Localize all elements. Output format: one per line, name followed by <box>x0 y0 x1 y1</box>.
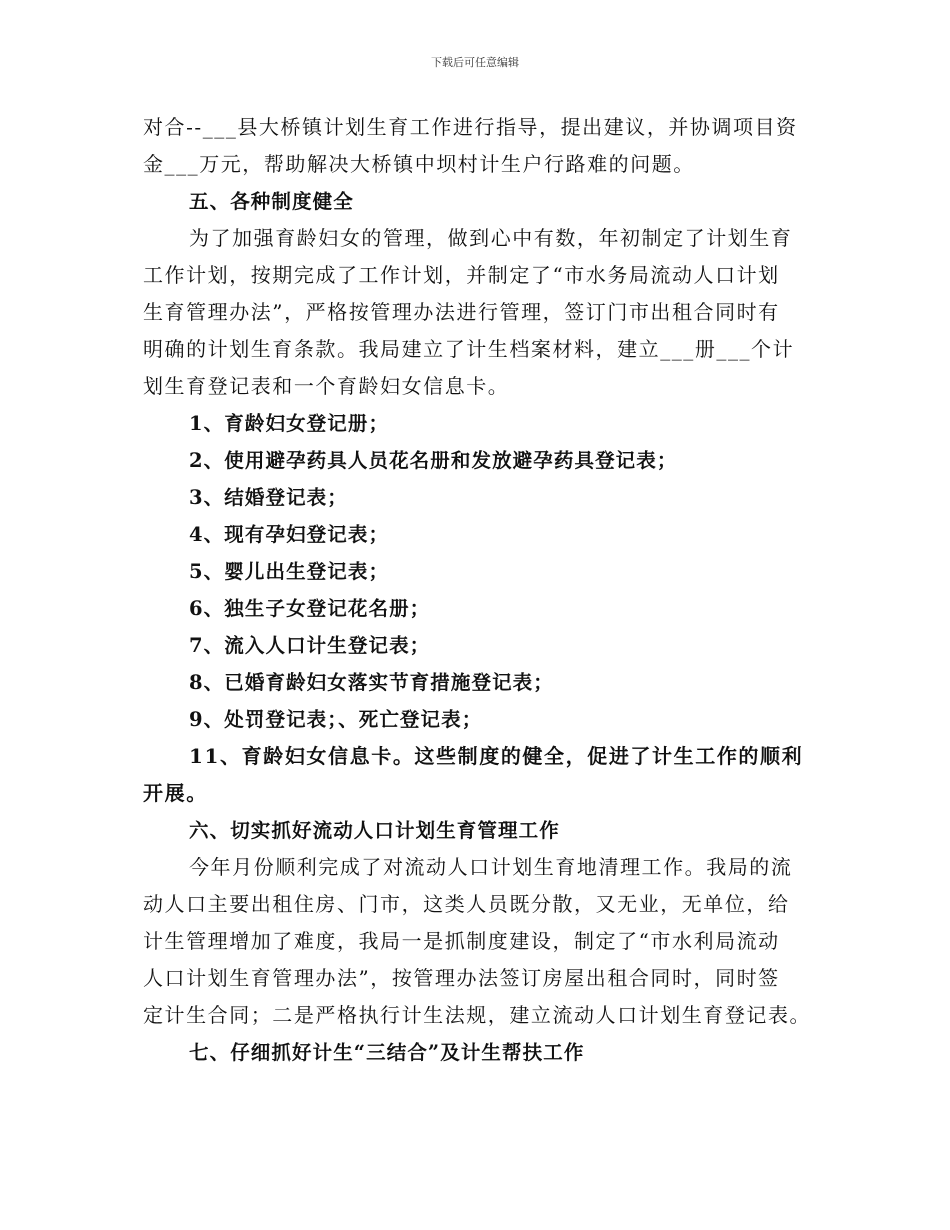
paragraph-line: 今年月份顺利完成了对流动人口计划生育地清理工作。我局的流 <box>189 855 793 879</box>
list-item: 1、育龄妇女登记册； <box>189 412 390 435</box>
document-body <box>143 109 813 1071</box>
paragraph-line: 人口计划生育管理办法”，按管理办法签订房屋出租合同时，同时签 <box>143 966 780 990</box>
list-item: 11、育龄妇女信息卡。这些制度的健全，促进了计生工作的顺利 <box>189 744 804 768</box>
paragraph-line: 对合--___县大桥镇计划生育工作进行指导，提出建议，并协调项目资 <box>143 115 798 139</box>
list-item: 3、结婚登记表； <box>189 486 348 509</box>
paragraph-line: 开展。 <box>143 781 208 805</box>
paragraph-line: 动人口主要出租住房、门市，这类人员既分散，又无业，无单位，给 <box>143 892 790 916</box>
list-item: 9、处罚登记表；、死亡登记表； <box>189 708 483 731</box>
paragraph-line: 生育管理办法”，严格按管理办法进行管理，签订门市出租合同时有 <box>143 300 780 324</box>
paragraph-line: 划生育登记表和一个育龄妇女信息卡。 <box>143 374 510 398</box>
list-item: 7、流入人口计生登记表； <box>189 634 431 657</box>
page-header: 下载后可任意编辑 <box>431 56 519 69</box>
section-heading: 七、仔细抓好计生“三结合”及计生帮扶工作 <box>189 1041 585 1064</box>
paragraph-line: 为了加强育龄妇女的管理，做到心中有数，年初制定了计划生育 <box>189 226 793 250</box>
paragraph-line: 工作计划，按期完成了工作计划，并制定了“市水务局流动人口计划 <box>143 263 780 287</box>
list-item: 5、婴儿出生登记表； <box>189 560 390 583</box>
list-item: 2、使用避孕药具人员花名册和发放避孕药具登记表； <box>189 449 678 472</box>
paragraph-line: 金___万元，帮助解决大桥镇中坝村计生户行路难的问题。 <box>143 152 695 176</box>
list-item: 6、独生子女登记花名册； <box>189 597 431 620</box>
list-item: 8、已婚育龄妇女落实节育措施登记表； <box>189 671 554 694</box>
paragraph-line: 定计生合同；二是严格执行计生法规，建立流动人口计划生育登记表。 <box>143 1003 812 1027</box>
section-heading: 五、各种制度健全 <box>189 190 354 213</box>
paragraph-line: 明确的计划生育条款。我局建立了计生档案材料，建立___册___个计 <box>143 337 795 361</box>
section-heading: 六、切实抓好流动人口计划生育管理工作 <box>189 819 560 842</box>
list-item: 4、现有孕妇登记表； <box>189 523 390 546</box>
paragraph-line: 计生管理增加了难度，我局一是抓制度建设，制定了“市水利局流动 <box>143 929 780 953</box>
